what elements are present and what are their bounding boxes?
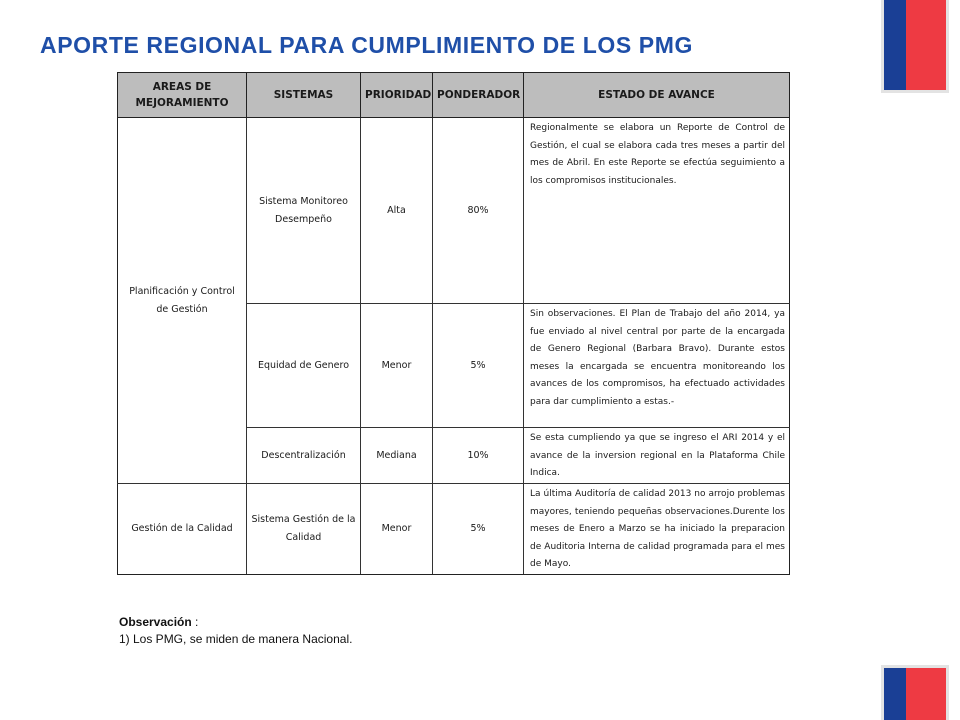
header-estado: ESTADO DE AVANCE: [524, 73, 790, 118]
ponderador-cell: 80%: [433, 118, 524, 304]
pmg-table: [117, 72, 790, 575]
observation-item: 1) Los PMG, se miden de manera Nacional.: [119, 632, 353, 646]
estado-cell: [524, 304, 790, 428]
prioridad-cell: Mediana: [361, 428, 433, 484]
sistema-cell: Equidad de Genero: [247, 304, 361, 428]
ponderador-cell: 5%: [433, 484, 524, 575]
estado-text: Sin observaciones. El Plan de Trabajo del año 2014, ya fue enviado al nivel central por parte de la encargada de Genero Regional (Barbara Bravo). Durante estos meses la encargada se encuentra monitoreando los avances de los compromisos, ha efectuado actividades para dar cumplimiento a estas.-: [530, 309, 785, 407]
estado-text: Se esta cumpliendo ya que se ingreso el ARI 2014 y el avance de la inversion regional en la Plataforma Chile Indica.: [530, 433, 785, 478]
flag-blue-band: [884, 0, 906, 90]
observation-label: Observación: [119, 615, 192, 629]
observation-separator: :: [191, 615, 199, 629]
slide-title: APORTE REGIONAL PARA CUMPLIMIENTO DE LOS PMG: [40, 32, 693, 58]
header-prioridad: PRIORIDAD: [361, 73, 433, 118]
sistema-cell: Sistema Monitoreo Desempeño: [247, 118, 361, 304]
estado-cell: [524, 484, 790, 575]
area-cell: Gestión de la Calidad: [118, 484, 247, 575]
observation-note: [119, 614, 352, 648]
table-header-row: [118, 73, 790, 118]
header-ponderador: PONDERADOR: [433, 73, 524, 118]
table-row: [118, 484, 790, 575]
estado-text: Regionalmente se elabora un Reporte de Control de Gestión, el cual se elabora cada tres meses a partir del mes de Abril. En este Reporte se efectúa seguimiento a los compromisos institucionales.: [530, 123, 785, 186]
estado-cell: [524, 118, 790, 304]
ponderador-cell: 10%: [433, 428, 524, 484]
flag-red-band: [906, 0, 946, 90]
observation-heading: [119, 614, 352, 631]
prioridad-cell: Alta: [361, 118, 433, 304]
chile-flag-decoration-top: [884, 0, 946, 90]
table-row: [118, 118, 790, 304]
estado-text: La última Auditoría de calidad 2013 no arrojo problemas mayores, teniendo pequeñas observaciones.Durente los meses de Enero a Marzo se ha iniciado la preparacion de Auditoria Interna de calidad programada para el mes de Mayo.: [530, 489, 785, 569]
flag-blue-band: [884, 668, 906, 720]
ponderador-cell: 5%: [433, 304, 524, 428]
sistema-cell: Sistema Gestión de la Calidad: [247, 484, 361, 575]
sistema-cell: Descentralización: [247, 428, 361, 484]
chile-flag-decoration-bottom: [884, 668, 946, 720]
prioridad-cell: Menor: [361, 484, 433, 575]
flag-red-band: [906, 668, 946, 720]
header-sistemas: SISTEMAS: [247, 73, 361, 118]
estado-cell: [524, 428, 790, 484]
header-areas: AREAS DE MEJORAMIENTO: [118, 73, 247, 118]
area-cell: Planificación y Control de Gestión: [118, 118, 247, 484]
prioridad-cell: Menor: [361, 304, 433, 428]
